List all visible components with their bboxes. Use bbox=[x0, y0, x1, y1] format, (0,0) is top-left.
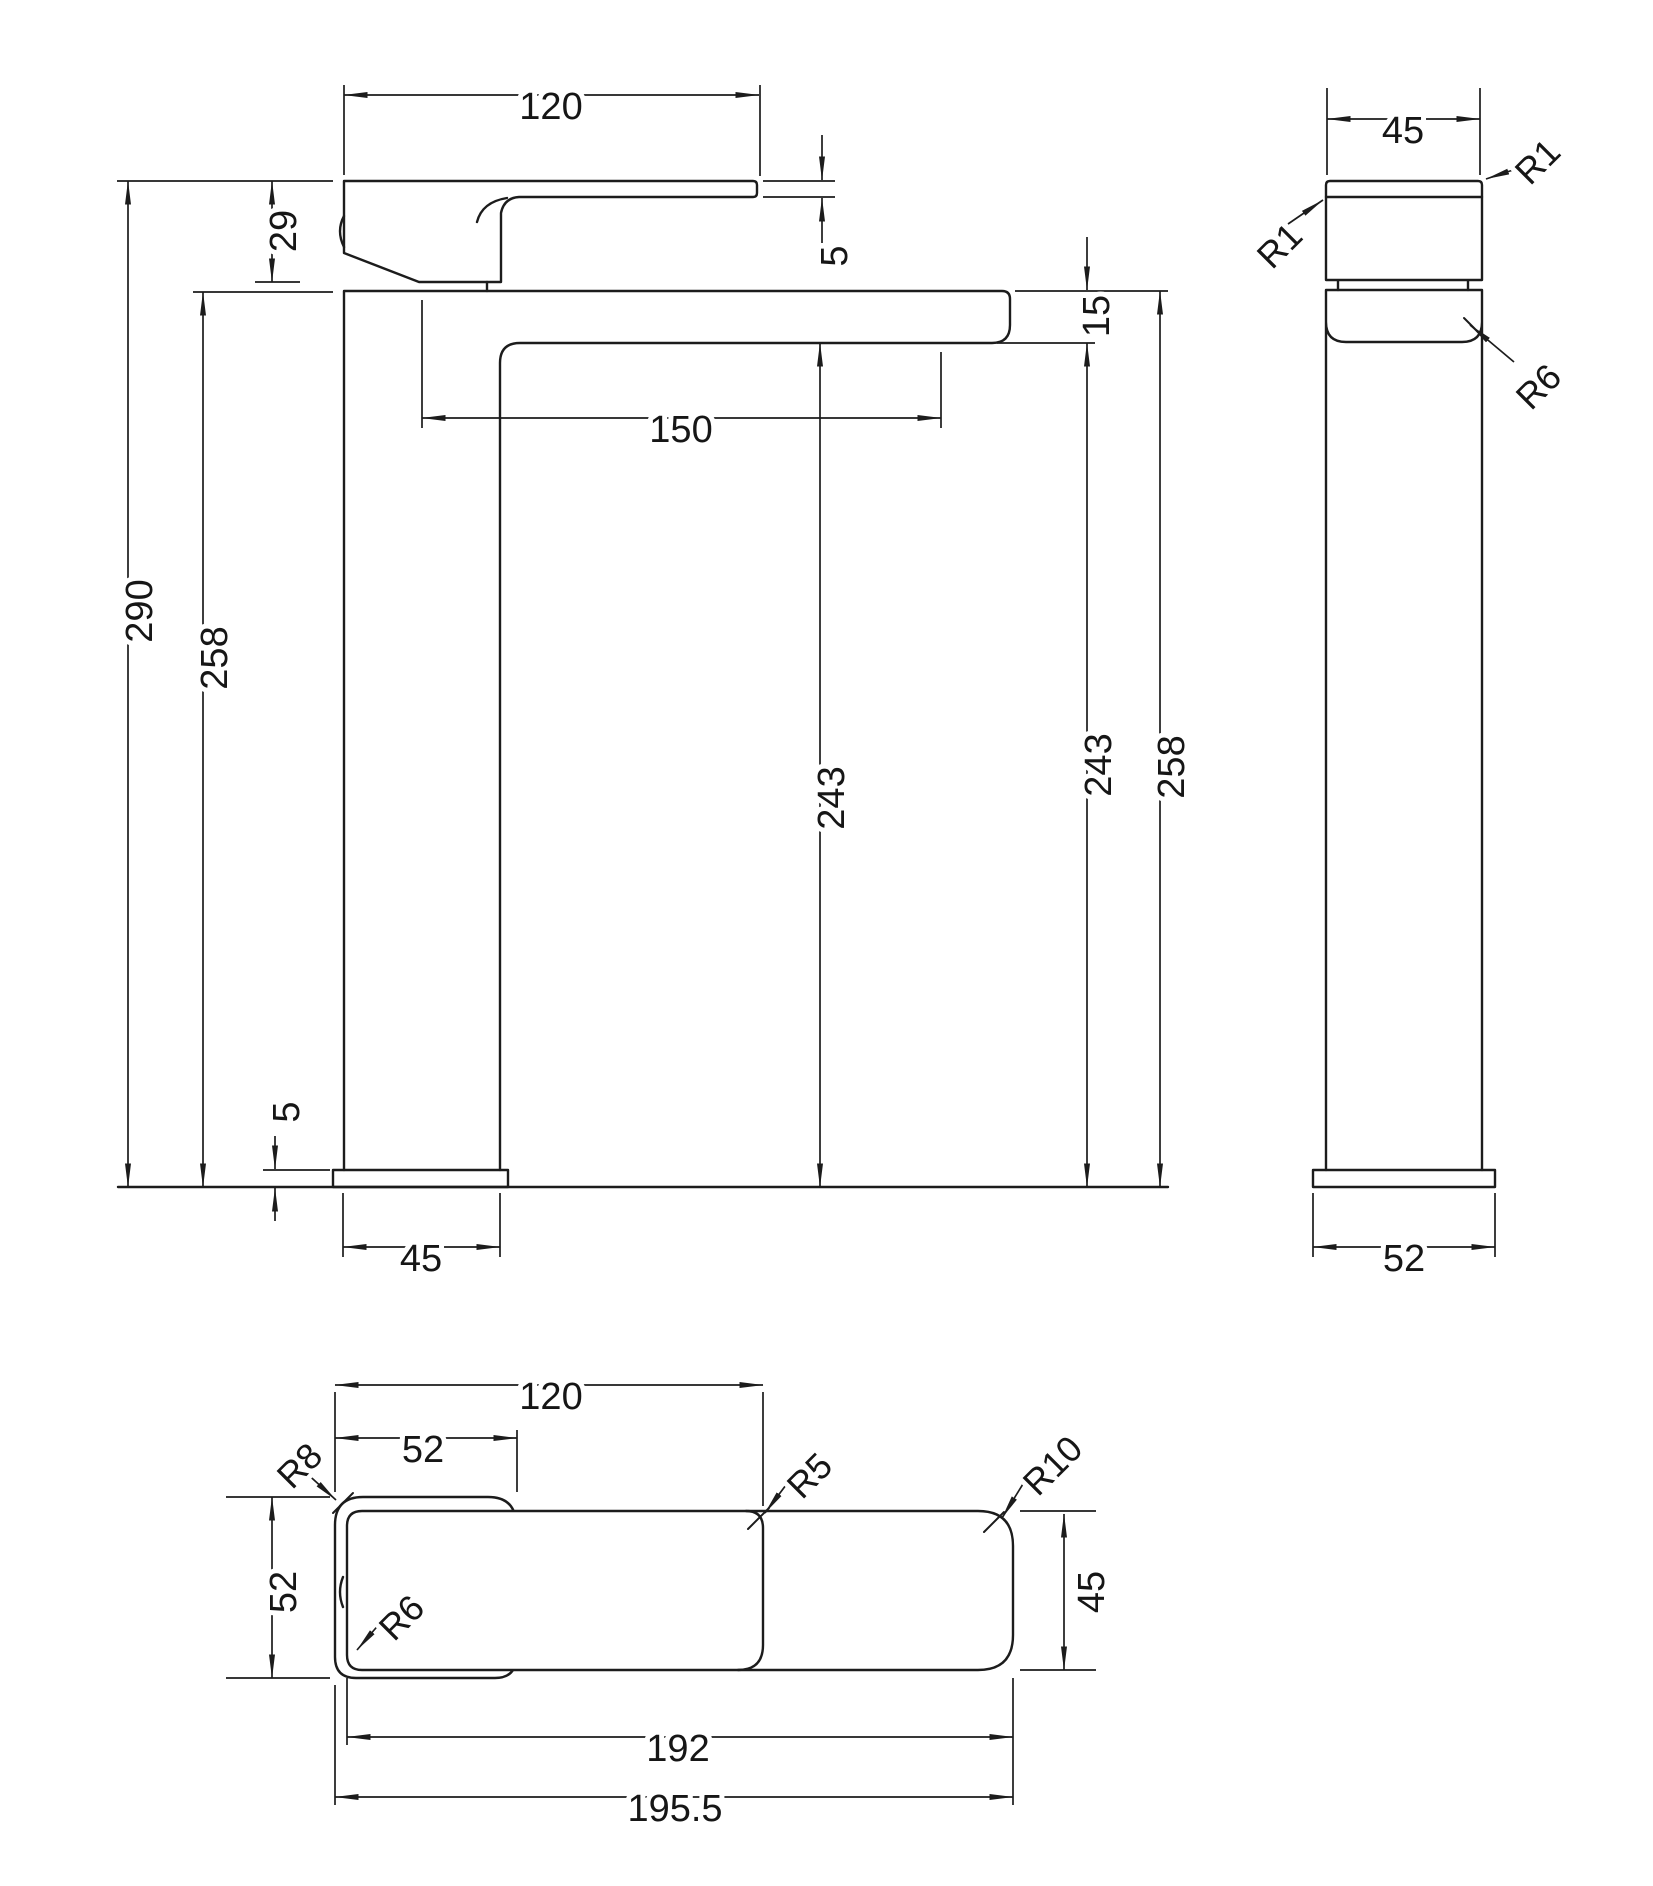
leader-r1-left bbox=[1288, 200, 1323, 224]
radius-label-r1-left: R1 bbox=[1248, 214, 1311, 277]
plan-spout-band-outline bbox=[347, 1511, 1013, 1670]
radius-label-r6-plan: R6 bbox=[370, 1586, 433, 1649]
leader-r1-right bbox=[1486, 170, 1513, 179]
radius-label-r10: R10 bbox=[1014, 1427, 1091, 1504]
dim-label-side-45: 45 bbox=[1381, 110, 1425, 152]
dim-label-front-base5: 5 bbox=[266, 1101, 308, 1123]
dim-label-plan-195-5: 195.5 bbox=[627, 1788, 723, 1830]
side-lever-band bbox=[1326, 181, 1482, 197]
radius-label-r8: R8 bbox=[268, 1434, 331, 1497]
dim-label-front-29: 29 bbox=[263, 209, 305, 253]
radius-label-r6-side: R6 bbox=[1507, 355, 1570, 418]
radius-label-r1-right: R1 bbox=[1506, 130, 1569, 193]
dim-label-plan-52v: 52 bbox=[263, 1570, 305, 1614]
radius-label-r5: R5 bbox=[778, 1444, 841, 1507]
dim-label-front-45: 45 bbox=[399, 1238, 443, 1280]
front-view bbox=[118, 181, 1168, 1187]
dim-label-front-150: 150 bbox=[649, 409, 713, 451]
side-neck-ticks bbox=[1338, 281, 1468, 290]
dim-label-front-lever5: 5 bbox=[814, 245, 856, 267]
side-base-plate bbox=[1313, 1170, 1495, 1187]
dim-label-front-120: 120 bbox=[519, 86, 583, 128]
dim-label-plan-120: 120 bbox=[519, 1376, 583, 1418]
side-handle-body bbox=[1326, 197, 1482, 280]
dim-label-front-258-left: 258 bbox=[194, 626, 236, 690]
dim-label-plan-192: 192 bbox=[646, 1728, 710, 1770]
front-base-plate bbox=[333, 1170, 508, 1187]
radius-leaders bbox=[303, 170, 1514, 1650]
dim-label-front-243-mid: 243 bbox=[811, 766, 853, 830]
side-view bbox=[1313, 181, 1495, 1187]
dim-label-plan-45v: 45 bbox=[1071, 1570, 1113, 1614]
front-handle-outline bbox=[344, 181, 757, 282]
dim-label-plan-52h: 52 bbox=[401, 1429, 445, 1471]
plan-view bbox=[335, 1497, 1013, 1678]
dim-label-front-15: 15 bbox=[1076, 294, 1118, 338]
dim-label-front-258-right: 258 bbox=[1151, 735, 1193, 799]
dim-label-side-52: 52 bbox=[1382, 1238, 1426, 1280]
dim-label-front-243-right: 243 bbox=[1078, 733, 1120, 797]
side-spout-and-column bbox=[1326, 290, 1482, 1170]
dim-label-front-290: 290 bbox=[119, 579, 161, 643]
